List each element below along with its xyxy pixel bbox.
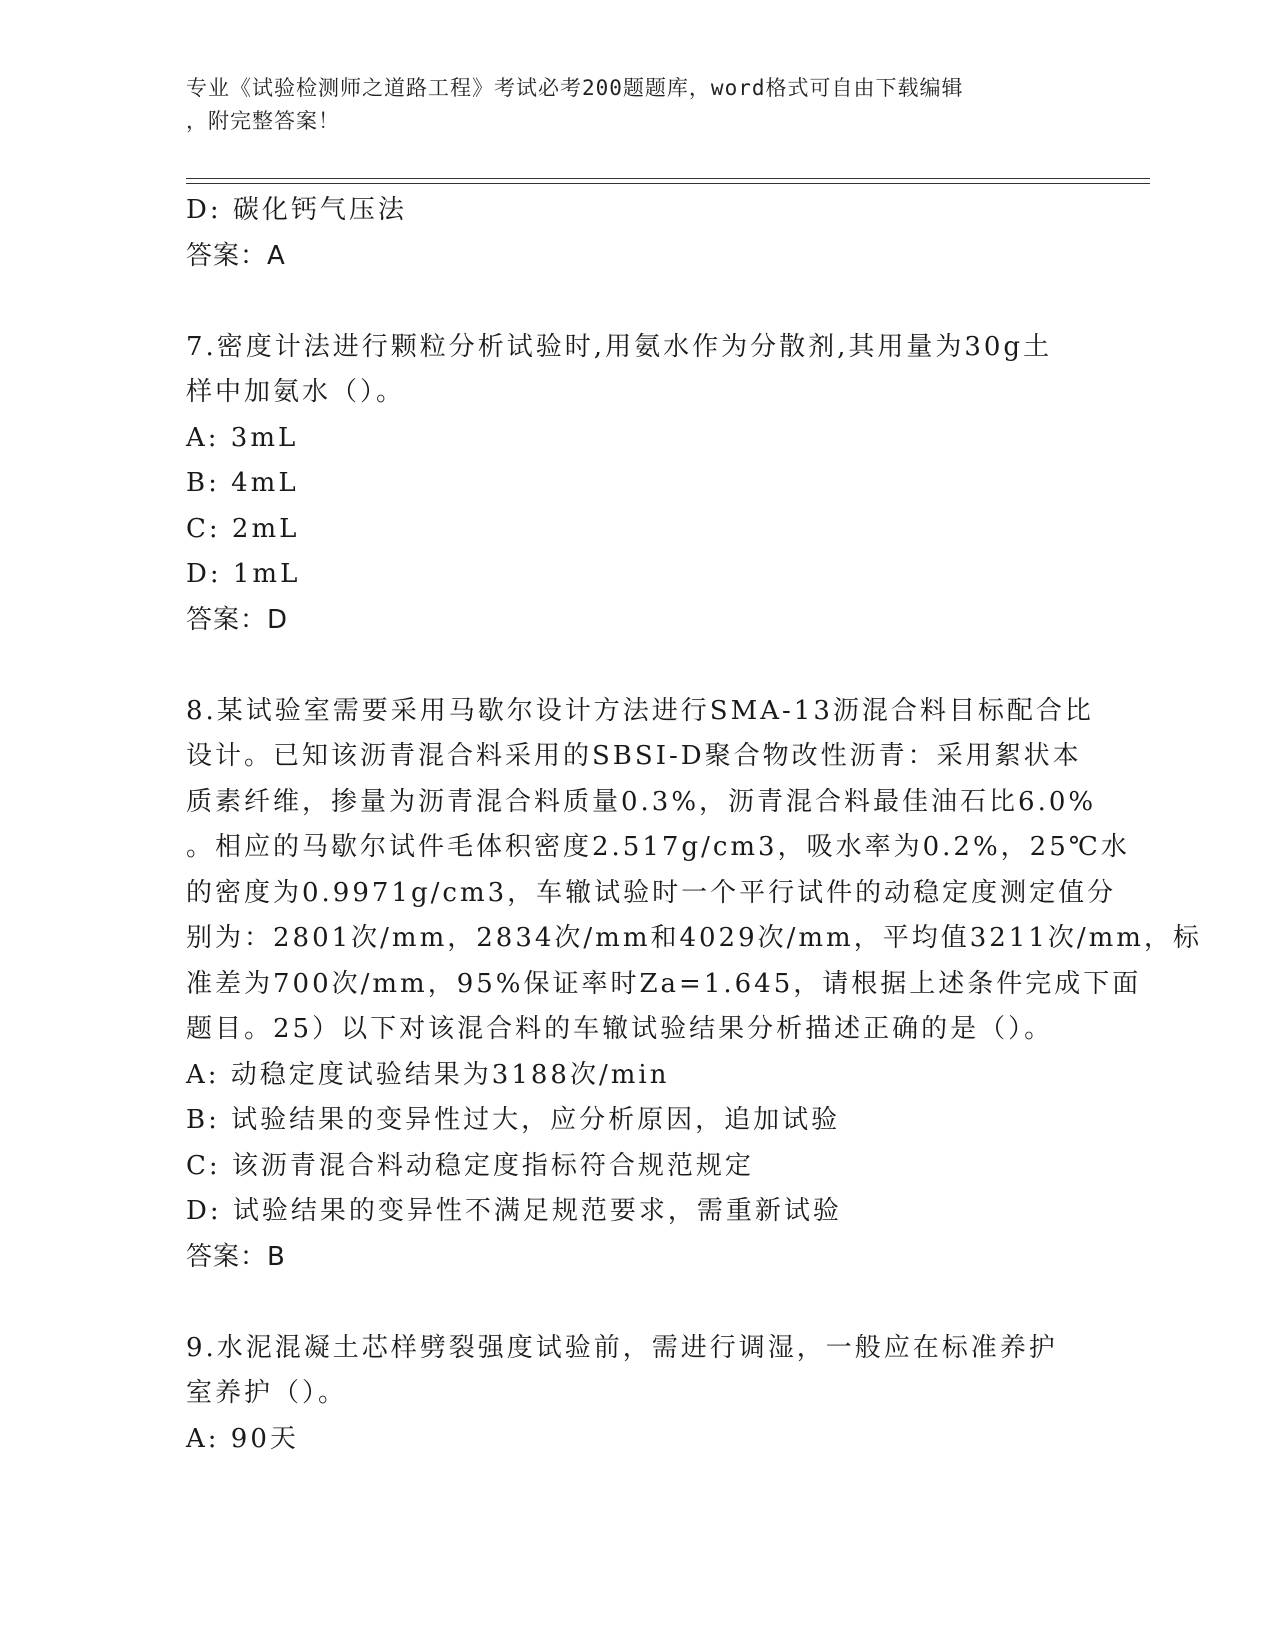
option-d: D: 1mL xyxy=(186,559,301,589)
option-a: A: 90天 xyxy=(186,1423,299,1454)
question-text-line: 准差为700次/mm，95%保证率时Za=1.645，请根据上述条件完成下面 xyxy=(186,968,1142,999)
document-body xyxy=(186,188,1202,1462)
question-7 xyxy=(186,325,1086,644)
spacer xyxy=(186,643,1086,689)
header-line-2: ，附完整答案！ xyxy=(186,109,340,133)
question-9 xyxy=(186,1326,1086,1463)
question-text-line: 。相应的马歇尔试件毛体积密度2.517g/cm3，吸水率为0.2%，25℃水 xyxy=(186,832,1130,862)
option-c: C: 该沥青混合料动稳定度指标符合规范规定 xyxy=(186,1150,754,1181)
question-text-line: 室养护（）。 xyxy=(186,1378,348,1408)
question-8 xyxy=(186,689,1202,1281)
question-text-line: 样中加氨水（）。 xyxy=(186,377,406,407)
question-text-line: 8.某试验室需要采用马歇尔设计方法进行SMA-13沥混合料目标配合比 xyxy=(186,695,1094,726)
option-d: D: 试验结果的变异性不满足规范要求，需重新试验 xyxy=(186,1196,842,1226)
question-text-line: 别为：2801次/mm，2834次/mm和4029次/mm，平均值3211次/mm，标 xyxy=(186,923,1202,953)
spacer xyxy=(186,1280,1086,1326)
question-text-line: 的密度为0.9971g/cm3，车辙试验时一个平行试件的动稳定度测定值分 xyxy=(186,877,1117,908)
page-header xyxy=(186,72,1066,138)
question-text-line: 设计。已知该沥青混合料采用的SBSI-D聚合物改性沥青：采用絮状本 xyxy=(186,741,1082,771)
header-divider-bottom xyxy=(186,183,1150,184)
option-c: C: 2mL xyxy=(186,513,300,544)
header-divider-top xyxy=(186,178,1150,179)
option-d: D: 碳化钙气压法 xyxy=(186,195,407,225)
question-6-tail xyxy=(186,188,1086,279)
answer-label: 答案：D xyxy=(186,604,289,635)
question-text-line: 题目。25）以下对该混合料的车辙试验结果分析描述正确的是（）。 xyxy=(186,1014,1054,1044)
header-line-1: 专业《试验检测师之道路工程》考试必考200题题库，word格式可自由下载编辑 xyxy=(186,76,964,100)
question-text-line: 7.密度计法进行颗粒分析试验时,用氨水作为分散剂,其用量为30g土 xyxy=(186,331,1053,362)
answer-label: 答案：B xyxy=(186,1241,286,1272)
answer-label: 答案：A xyxy=(186,240,286,271)
question-text-line: 9.水泥混凝土芯样劈裂强度试验前，需进行调湿，一般应在标准养护 xyxy=(186,1332,1058,1363)
option-b: B: 试验结果的变异性过大，应分析原因，追加试验 xyxy=(186,1105,841,1135)
question-text-line: 质素纤维，掺量为沥青混合料质量0.3%，沥青混合料最佳油石比6.0% xyxy=(186,786,1097,817)
option-a: A: 3mL xyxy=(186,422,299,453)
spacer xyxy=(186,279,1086,325)
option-b: B: 4mL xyxy=(186,468,299,498)
option-a: A: 动稳定度试验结果为3188次/min xyxy=(186,1059,670,1090)
